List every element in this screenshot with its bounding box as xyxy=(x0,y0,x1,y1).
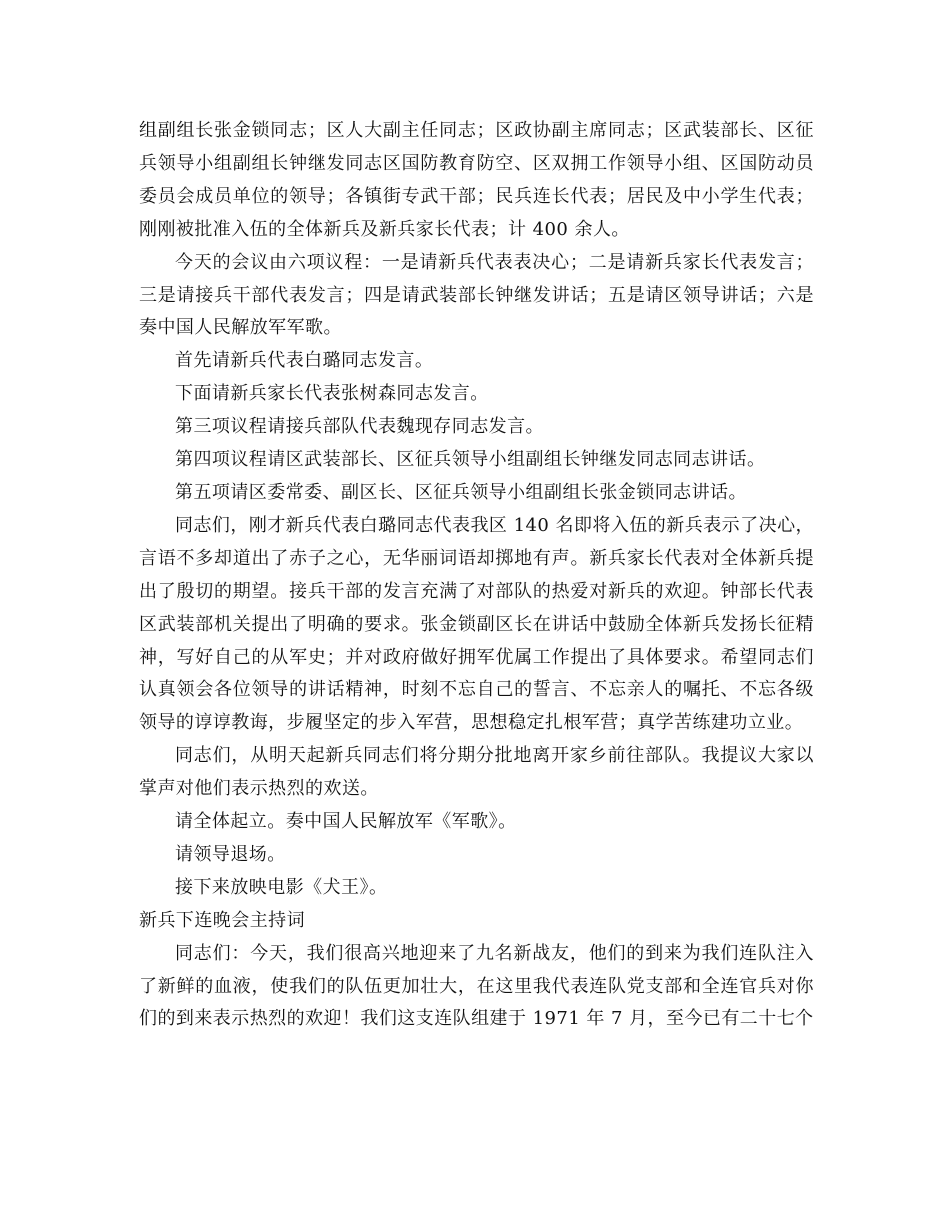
paragraph-item-three: 第三项议程请接兵部队代表魏现存同志发言。 xyxy=(175,416,544,438)
section-heading: 新兵下连晚会主持词 xyxy=(139,909,306,931)
paragraph-item-four: 第四项议程请区武装部长、区征兵领导小组副组长钟继发同志同志讲话。 xyxy=(175,449,766,471)
paragraph-movie: 接下来放映电影《犬王》。 xyxy=(175,876,388,898)
document-body xyxy=(139,115,814,1036)
paragraph-farewell: 同志们，从明天起新兵同志们将分期分批地离开家乡前往部队。我提议大家以掌声对他们表示热烈的欢送。 xyxy=(139,745,814,800)
paragraph-leaders-exit: 请领导退场。 xyxy=(175,843,286,865)
paragraph-attendees: 组副组长张金锁同志；区人大副主任同志；区政协副主席同志；区武装部长、区征兵领导小组副组长钟继发同志区国防教育防空、区双拥工作领导小组、区国防动员委员会成员单位的领导；各镇街专武干部；民兵连长代表；居民及中小学生代表；刚刚被批准入伍的全体新兵及新兵家长代表；计 400 余人。 xyxy=(139,120,814,240)
paragraph-parent-speech: 下面请新兵家长代表张树森同志发言。 xyxy=(175,383,489,405)
paragraph-agenda: 今天的会议由六项议程：一是请新兵代表表决心；二是请新兵家长代表发言；三是请接兵干部代表发言；四是请武装部长钟继发讲话；五是请区领导讲话；六是奏中国人民解放军军歌。 xyxy=(139,251,814,339)
paragraph-recruit-speech: 首先请新兵代表白璐同志发言。 xyxy=(175,350,434,372)
paragraph-anthem: 请全体起立。奏中国人民解放军《军歌》。 xyxy=(175,811,517,833)
paragraph-welcome: 同志们：今天，我们很高兴地迎来了九名新战友，他们的到来为我们连队注入了新鲜的血液，使我们的队伍更加壮大，在这里我代表连队党支部和全连官兵对你们的到来表示热烈的欢迎！我们这支连队组建于 1971 年 7 月，至今已有二十七个 xyxy=(139,942,814,1030)
paragraph-item-five: 第五项请区委常委、副区长、区征兵领导小组副组长张金锁同志讲话。 xyxy=(175,481,747,503)
paragraph-summary: 同志们，刚才新兵代表白璐同志代表我区 140 名即将入伍的新兵表示了决心，言语不多却道出了赤子之心，无华丽词语却掷地有声。新兵家长代表对全体新兵提出了殷切的期望。接兵干部的发言充满了对部队的热爱对新兵的欢迎。钟部长代表区武装部机关提出了明确的要求。张金锁副区长在讲话中鼓励全体新兵发扬长征精神，写好自己的从军史；并对政府做好拥军优属工作提出了具体要求。希望同志们认真领会各位领导的讲话精神，时刻不忘自己的誓言、不忘亲人的嘱托、不忘各级领导的谆谆教诲，步履坚定的步入军营，思想稳定扎根军营；真学苦练建功立业。 xyxy=(139,514,814,734)
